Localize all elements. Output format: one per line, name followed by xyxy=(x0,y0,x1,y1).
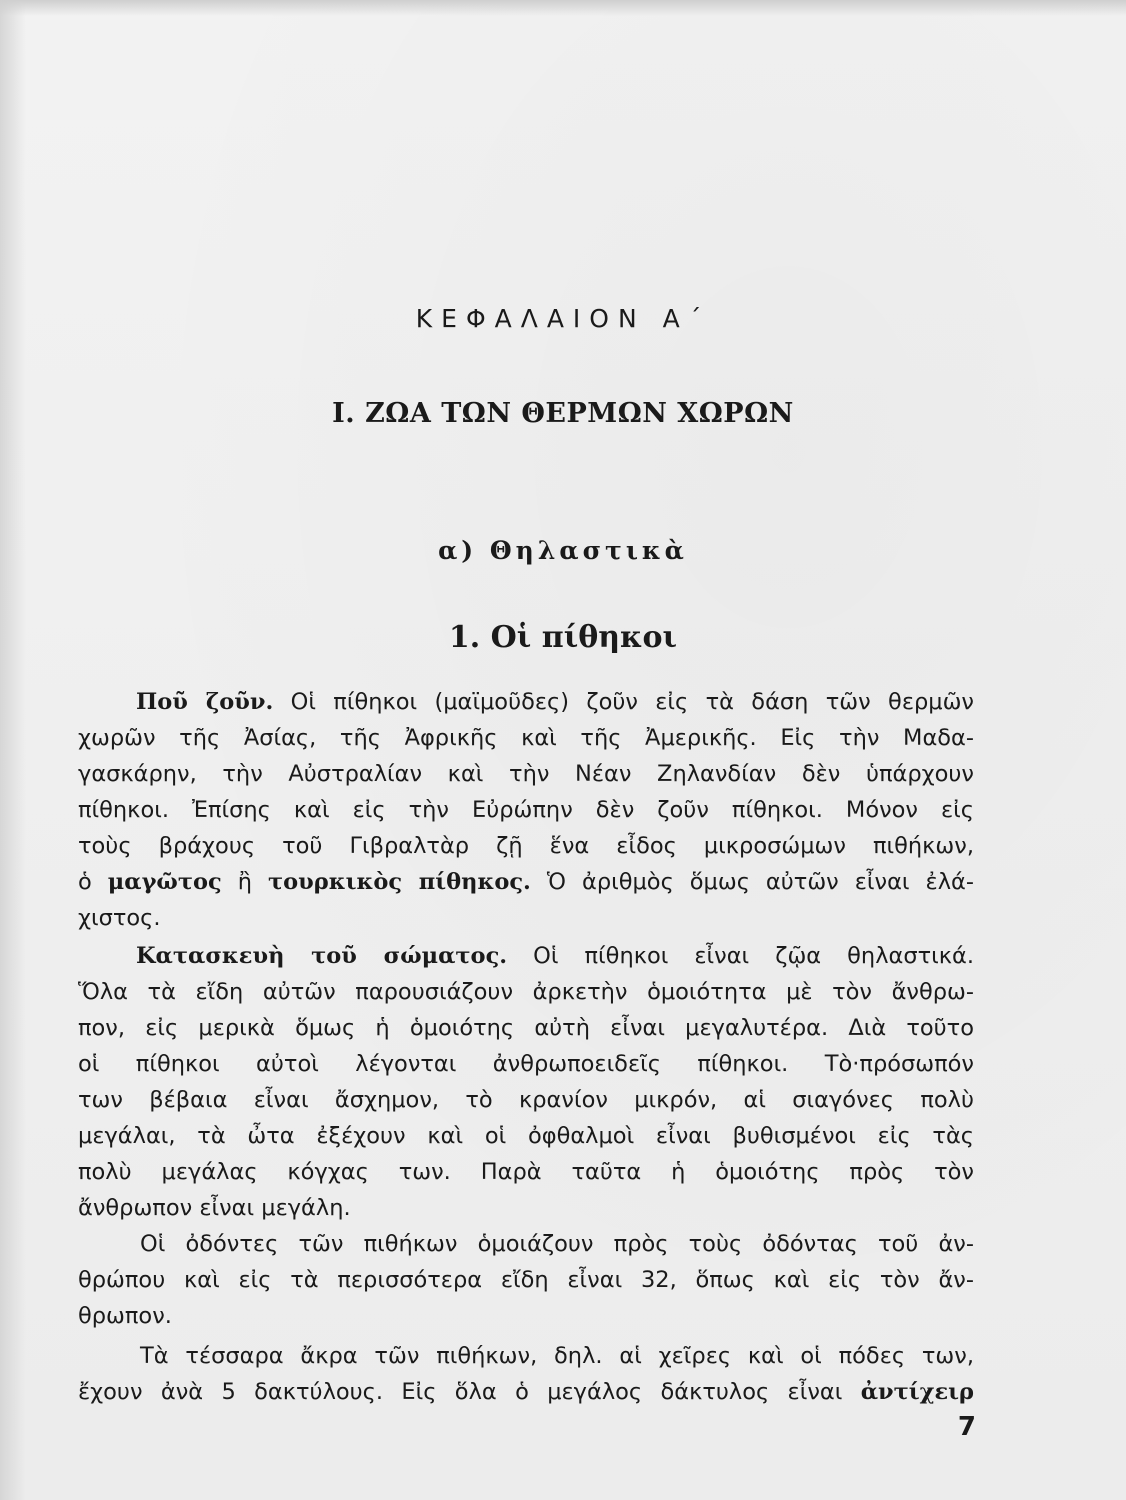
text-line: των βέβαια εἶναι ἄσχημον, τὸ κρανίον μικρόν, αἱ σιαγόνες πολὺ xyxy=(78,1087,974,1113)
section-title: Ι. ΖΩΑ ΤΩΝ ΘΕΡΜΩΝ ΧΩΡΩΝ xyxy=(332,398,794,429)
subsection-label: α) xyxy=(438,536,478,565)
text-line: πον, εἰς μερικὰ ὅμως ἡ ὁμοιότης αὐτὴ εἶναι μεγαλυτέρα. Διὰ τοῦτο xyxy=(78,1015,974,1041)
text-line: χιστος. xyxy=(78,905,161,931)
text-line: θρώπου καὶ εἰς τὰ περισσότερα εἴδη εἶναι 32, ὅπως καὶ εἰς τὸν ἄν- xyxy=(78,1267,974,1293)
topic-title: 1. Οἱ πίθηκοι xyxy=(448,620,678,655)
paragraph-heading: Κατασκευὴ τοῦ σώματος. xyxy=(136,943,508,969)
page-shadow-top xyxy=(0,0,1126,16)
text-line: θρωπον. xyxy=(78,1303,172,1329)
text-line: χωρῶν τῆς Ἀσίας, τῆς Ἀφρικῆς καὶ τῆς Ἀμερικῆς. Εἰς τὴν Μαδα- xyxy=(78,725,974,751)
subsection-title: Θηλαστικὰ xyxy=(489,536,688,565)
text-line: ἄνθρωπον εἶναι μεγάλη. xyxy=(78,1195,351,1221)
chapter-title: ΚΕΦΑΛΑΙΟΝ Α΄ xyxy=(415,304,711,333)
text-line: Οἱ ὀδόντες τῶν πιθήκων ὁμοιάζουν πρὸς τοὺς ὀδόντας τοῦ ἀν- xyxy=(140,1231,974,1257)
text-line: πολὺ μεγάλας κόγχας των. Παρὰ ταῦτα ἡ ὁμοιότης πρὸς τὸν xyxy=(78,1159,974,1185)
text-line: μεγάλαι, τὰ ὦτα ἐξέχουν καὶ οἱ ὀφθαλμοὶ εἶναι βυθισμένοι εἰς τὰς xyxy=(78,1123,974,1149)
text-line: οἱ πίθηκοι αὐτοὶ λέγονται ἀνθρωποειδεῖς πίθηκοι. Τὸ·πρόσωπόν xyxy=(78,1051,974,1077)
bold-term: ἀντίχειρ xyxy=(860,1379,974,1405)
text-line: Τὰ τέσσαρα ἄκρα τῶν πιθήκων, δηλ. αἱ χεῖρες καὶ οἱ πόδες των, xyxy=(140,1343,974,1369)
page-number: 7 xyxy=(957,1412,976,1442)
text-line: Ποῦ ζοῦν. Οἱ πίθηκοι (μαϊμοῦδες) ζοῦν εἰς τὰ δάση τῶν θερμῶν xyxy=(136,689,974,715)
text-line: τοὺς βράχους τοῦ Γιβραλτὰρ ζῇ ἕνα εἶδος μικροσώμων πιθήκων, xyxy=(78,833,974,859)
subsection-heading xyxy=(0,536,1126,565)
text-line: γασκάρην, τὴν Αὐστραλίαν καὶ τὴν Νέαν Ζηλανδίαν δὲν ὑπάρχουν xyxy=(78,761,974,787)
bold-term: τουρκικὸς πίθηκος. xyxy=(268,869,531,895)
text-line: ὁ μαγῶτος ἢ τουρκικὸς πίθηκος. Ὁ ἀριθμὸς ὅμως αὐτῶν εἶναι ἐλά- xyxy=(78,869,974,895)
text-line: Κατασκευὴ τοῦ σώματος. Οἱ πίθηκοι εἶναι ζῷα θηλαστικά. xyxy=(136,943,974,969)
bold-term: μαγῶτος xyxy=(107,869,222,895)
page-shadow-left xyxy=(0,0,26,1500)
text-line: πίθηκοι. Ἐπίσης καὶ εἰς τὴν Εὐρώπην δὲν ζοῦν πίθηκοι. Μόνον εἰς xyxy=(78,797,974,823)
text-line: ἔχουν ἀνὰ 5 δακτύλους. Εἰς ὅλα ὁ μεγάλος δάκτυλος εἶναι ἀντίχειρ xyxy=(78,1379,974,1405)
paragraph-heading: Ποῦ ζοῦν. xyxy=(136,689,274,715)
text-line: Ὅλα τὰ εἴδη αὐτῶν παρουσιάζουν ἀρκετὴν ὁμοιότητα μὲ τὸν ἄνθρω- xyxy=(78,979,974,1005)
